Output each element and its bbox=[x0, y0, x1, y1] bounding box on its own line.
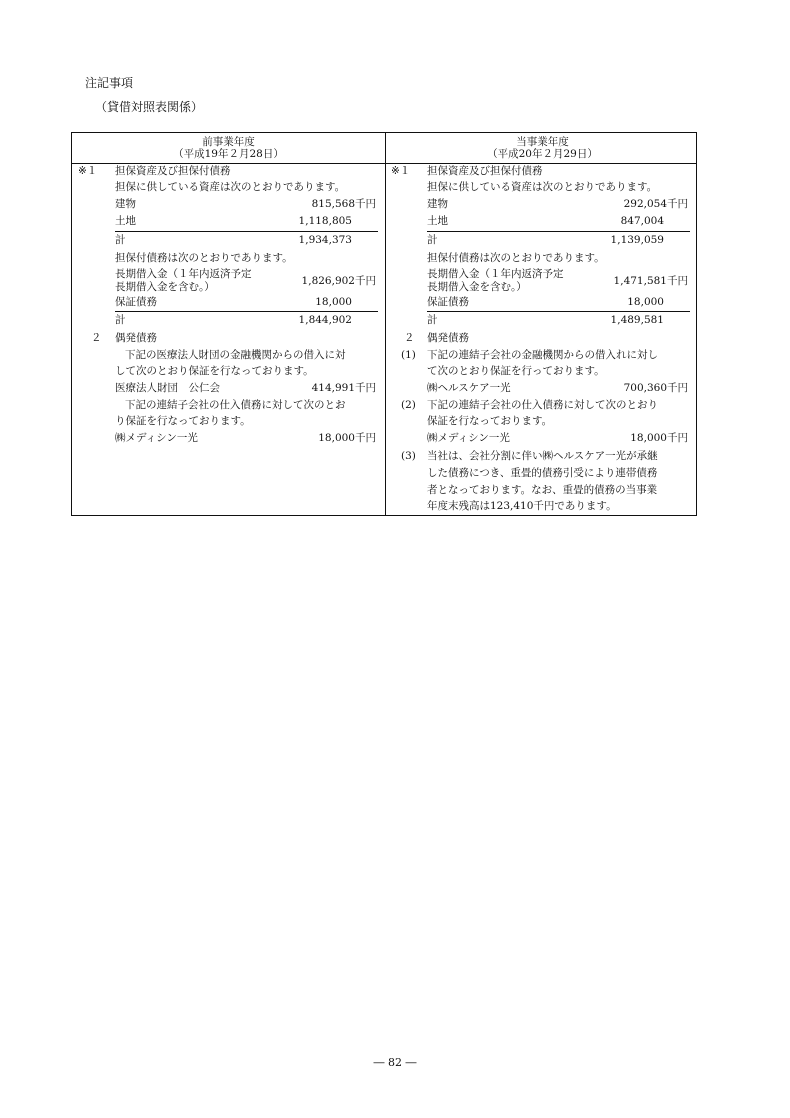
curr-header-title: 当事業年度 bbox=[516, 136, 569, 148]
debt1-value: 1,471,581千円 bbox=[613, 275, 688, 287]
note2-mark: ２ bbox=[91, 332, 102, 344]
asset-label: 土地 bbox=[427, 215, 448, 227]
item3-mark: (3) bbox=[401, 450, 416, 462]
debt1-label-line2: 長期借入金を含む。） bbox=[427, 281, 527, 293]
assets-total-value: 1,934,373 bbox=[298, 234, 352, 246]
section-subheading: （貸借対照表関係） bbox=[95, 100, 204, 114]
guarantee2-label: ㈱メディシン一光 bbox=[115, 432, 198, 444]
notes-table bbox=[71, 132, 697, 516]
debt2-value: 18,000 bbox=[627, 296, 664, 308]
para2-line1: 下記の連結子会社の仕入債務に対して次のとお bbox=[125, 399, 346, 411]
para1-line1: 下記の医療法人財団の金融機関からの借入に対 bbox=[125, 349, 346, 361]
note2-title: 偶発債務 bbox=[427, 332, 469, 344]
curr-header-date: （平成20年２月29日） bbox=[487, 148, 598, 160]
debts-total-label: 計 bbox=[427, 314, 438, 326]
item1-mark: (1) bbox=[401, 349, 416, 361]
para2-line2: り保証を行なっております。 bbox=[115, 415, 251, 427]
item3-line4: 年度末残高は123,410千円であります。 bbox=[427, 500, 617, 512]
note2-title: 偶発債務 bbox=[115, 332, 157, 344]
item3-line1: 当社は、会社分割に伴い㈱ヘルスケア一光が承継 bbox=[427, 450, 658, 462]
asset-label: 建物 bbox=[115, 198, 136, 210]
asset-label: 建物 bbox=[427, 198, 448, 210]
curr-year-column bbox=[386, 165, 698, 515]
item2-line2: 保証を行なっております。 bbox=[427, 415, 553, 427]
total-rule bbox=[427, 311, 690, 312]
guarantee2-label: ㈱メディシン一光 bbox=[427, 432, 510, 444]
total-rule bbox=[115, 231, 378, 232]
page-number: ― 82 ― bbox=[373, 1056, 417, 1069]
debt1-label-line2: 長期借入金を含む。） bbox=[115, 281, 215, 293]
asset-value: 815,568千円 bbox=[311, 198, 376, 210]
debts-intro: 担保付債務は次のとおりであります。 bbox=[427, 252, 605, 264]
asset-value: 292,054千円 bbox=[623, 198, 688, 210]
assets-total-value: 1,139,059 bbox=[610, 234, 664, 246]
section-heading: 注記事項 bbox=[85, 76, 134, 90]
item1-line1: 下記の連結子会社の金融機関からの借入れに対し bbox=[427, 349, 658, 361]
debts-intro: 担保付債務は次のとおりであります。 bbox=[115, 252, 293, 264]
guarantee1-label: 医療法人財団 公仁会 bbox=[115, 382, 220, 394]
note1-title: 担保資産及び担保付債務 bbox=[115, 165, 231, 177]
note1-intro: 担保に供している資産は次のとおりであります。 bbox=[115, 181, 346, 193]
prev-year-header bbox=[72, 136, 385, 160]
note1-title: 担保資産及び担保付債務 bbox=[427, 165, 543, 177]
debt2-label: 保証債務 bbox=[115, 296, 157, 308]
note2-mark: ２ bbox=[404, 332, 415, 344]
asset-value: 1,118,805 bbox=[298, 215, 352, 227]
debt1-label-line1: 長期借入金（１年内返済予定 bbox=[115, 268, 252, 280]
guarantee1-value: 700,360千円 bbox=[623, 382, 688, 394]
guarantee1-value: 414,991千円 bbox=[311, 382, 376, 394]
item3-line2: した債務につき、重畳的債務引受により連帯債務 bbox=[427, 467, 658, 479]
debts-total-label: 計 bbox=[115, 314, 126, 326]
asset-value: 847,004 bbox=[620, 215, 664, 227]
debt2-label: 保証債務 bbox=[427, 296, 469, 308]
prev-year-column bbox=[72, 165, 384, 515]
prev-header-title: 前事業年度 bbox=[202, 136, 255, 148]
header-divider bbox=[72, 163, 696, 164]
item3-line3: 者となっております。なお、重畳的債務の当事業 bbox=[427, 484, 658, 496]
debt2-value: 18,000 bbox=[315, 296, 352, 308]
note1-intro: 担保に供している資産は次のとおりであります。 bbox=[427, 181, 658, 193]
total-rule bbox=[427, 231, 690, 232]
guarantee2-value: 18,000千円 bbox=[630, 432, 688, 444]
prev-header-date: （平成19年２月28日） bbox=[173, 148, 284, 160]
curr-year-header bbox=[386, 136, 699, 160]
item2-line1: 下記の連結子会社の仕入債務に対して次のとおり bbox=[427, 399, 658, 411]
item1-line2: て次のとおり保証を行っております。 bbox=[427, 365, 605, 377]
para1-line2: して次のとおり保証を行なっております。 bbox=[115, 365, 314, 377]
debts-total-value: 1,844,902 bbox=[298, 314, 352, 326]
note1-mark: ※１ bbox=[78, 165, 98, 177]
total-rule bbox=[115, 311, 378, 312]
guarantee2-value: 18,000千円 bbox=[318, 432, 376, 444]
assets-total-label: 計 bbox=[427, 234, 438, 246]
guarantee1-label: ㈱ヘルスケア一光 bbox=[427, 382, 511, 394]
debt1-label-line1: 長期借入金（１年内返済予定 bbox=[427, 268, 564, 280]
note1-mark: ※１ bbox=[391, 165, 411, 177]
debt1-value: 1,826,902千円 bbox=[301, 275, 376, 287]
item2-mark: (2) bbox=[401, 399, 416, 411]
asset-label: 土地 bbox=[115, 215, 136, 227]
assets-total-label: 計 bbox=[115, 234, 126, 246]
debts-total-value: 1,489,581 bbox=[610, 314, 664, 326]
